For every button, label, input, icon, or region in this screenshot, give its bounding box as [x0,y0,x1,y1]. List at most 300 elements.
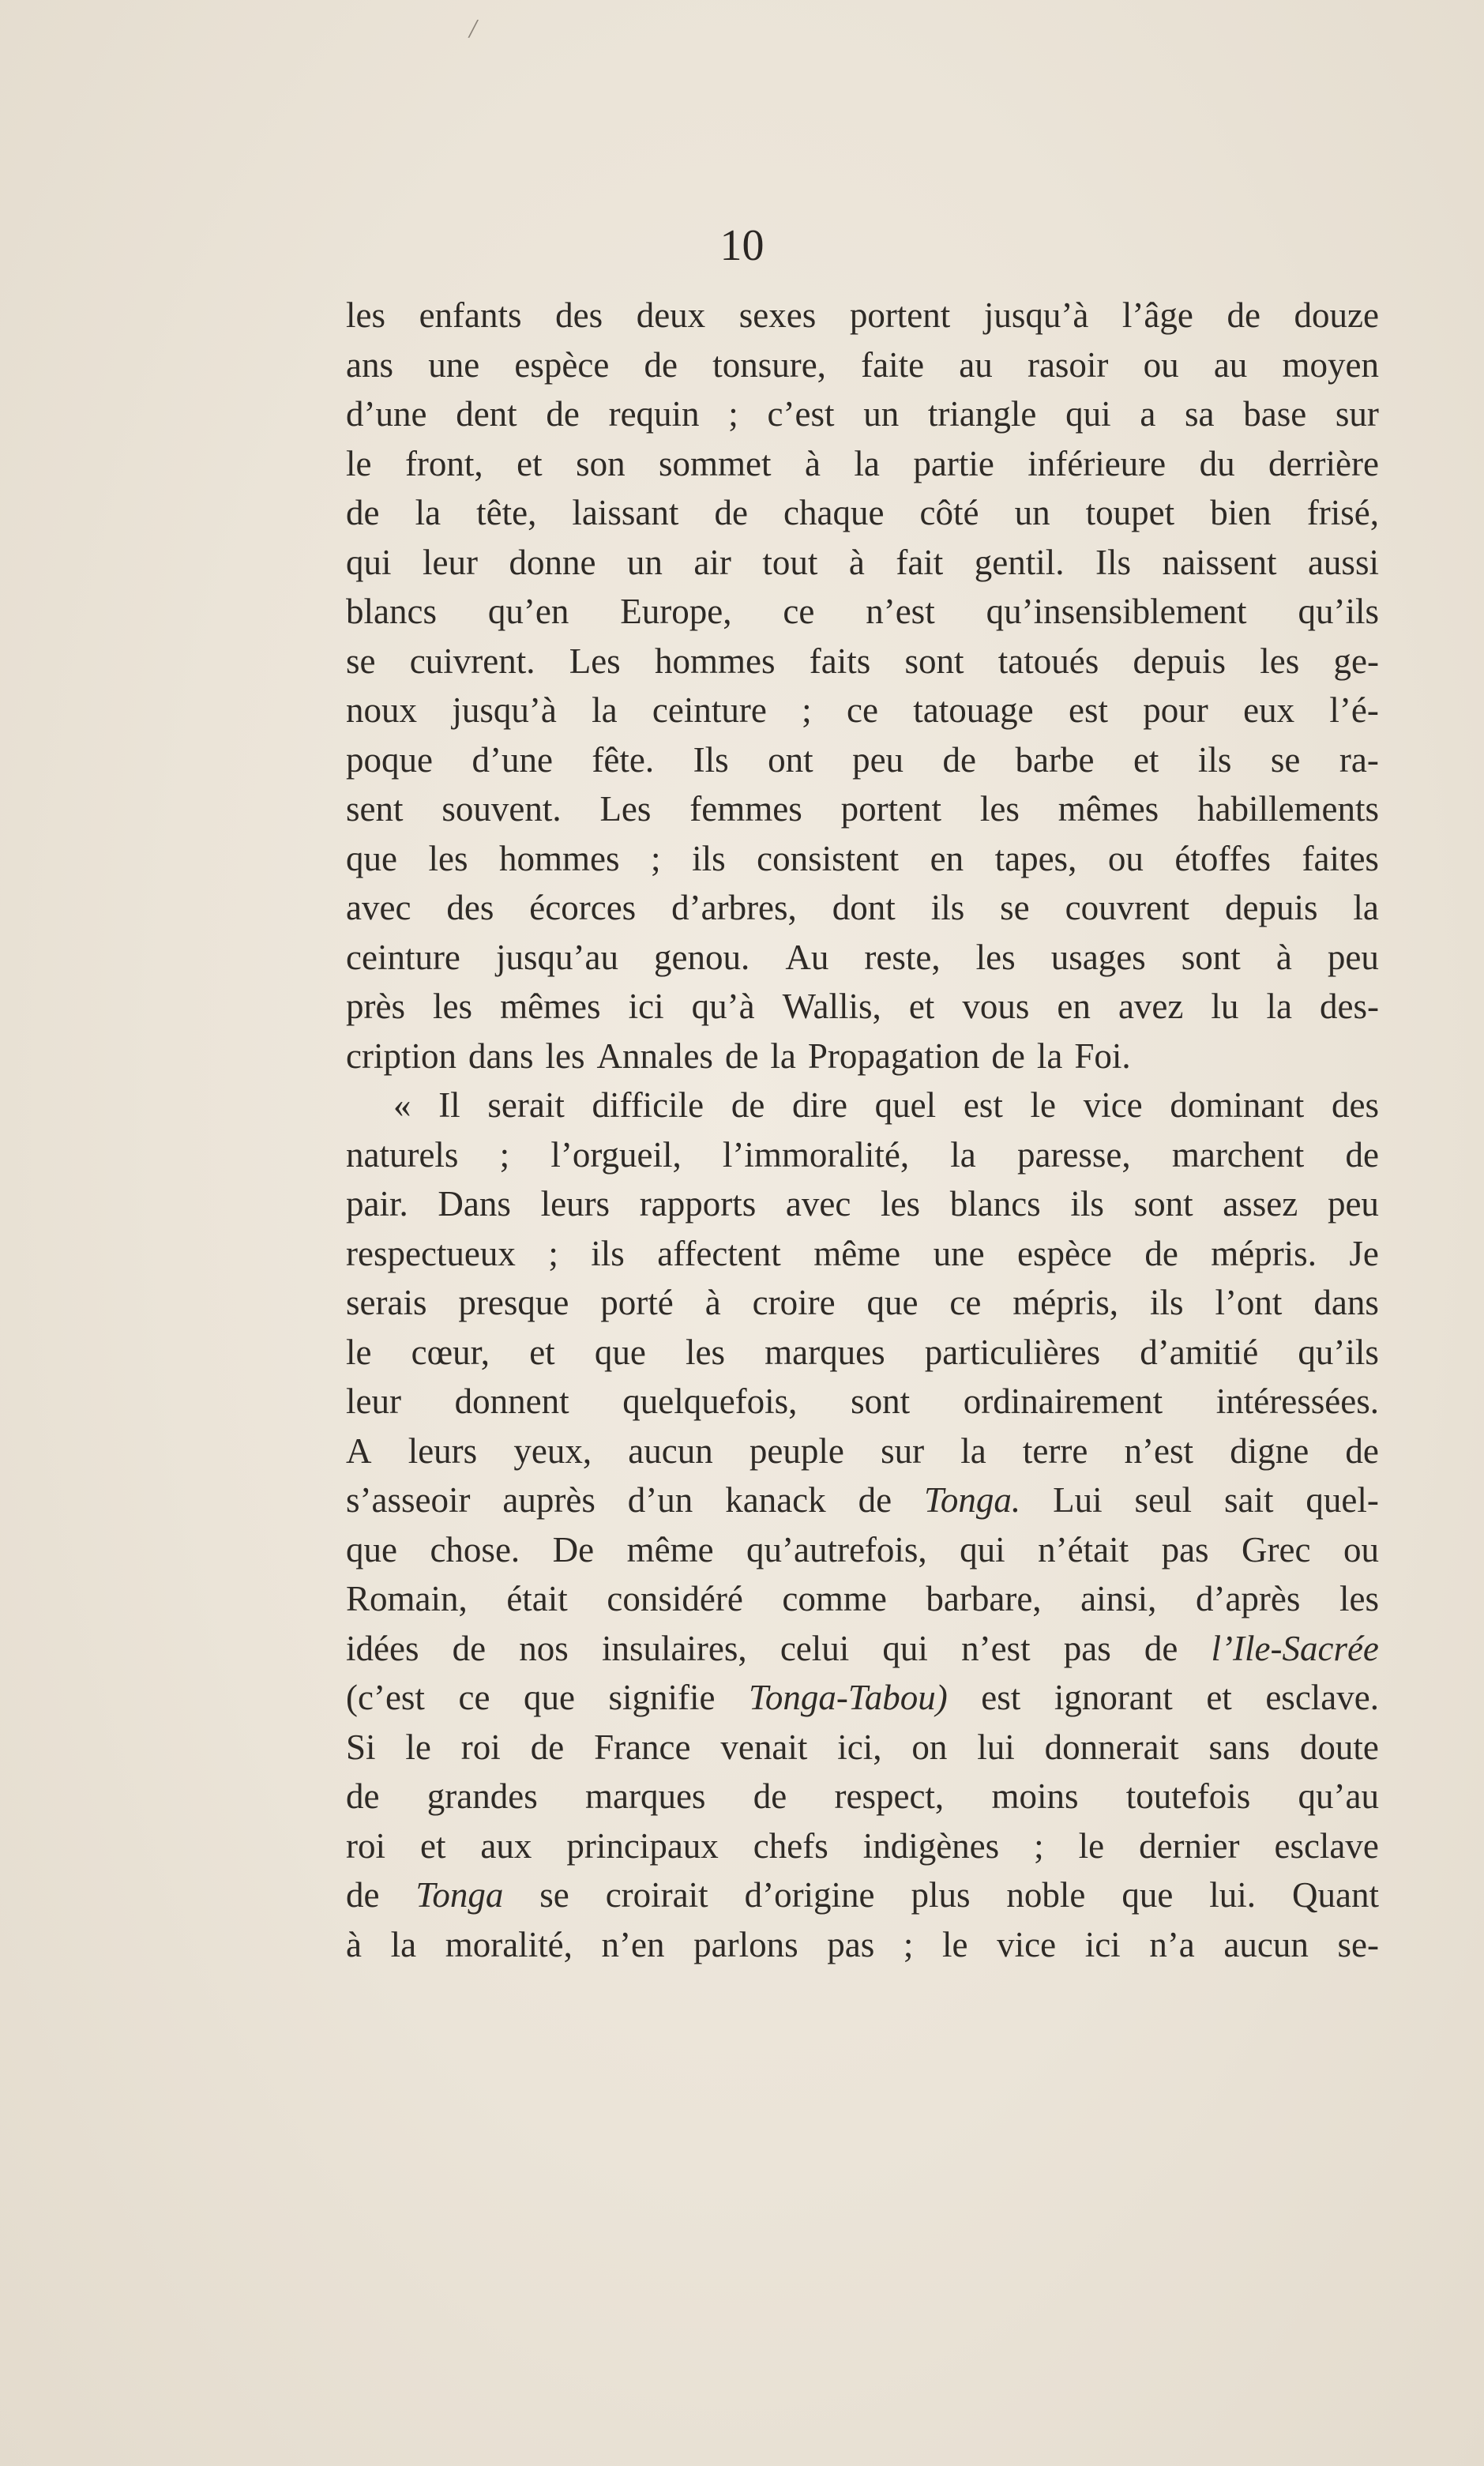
word: air [693,542,731,582]
word: tête, [476,493,537,532]
word: digne [1230,1430,1309,1471]
word: dernier [1139,1825,1240,1866]
word: terre [1022,1430,1088,1471]
word: la [415,493,441,532]
word: toutefois [1125,1776,1251,1816]
word: Si [346,1727,376,1767]
word: sa [1185,394,1215,434]
word: aucun [628,1430,713,1471]
word: de [714,493,748,532]
word: de [724,1036,759,1076]
word: marchent [1171,1134,1305,1175]
word: sont [1181,937,1241,977]
word: seul [1134,1480,1193,1520]
word: sans [1208,1727,1270,1767]
word: est [963,1085,1003,1125]
text-line [346,340,1379,390]
word: à [848,542,865,582]
word: qu’ils [1298,1332,1379,1372]
word: avec [785,1184,851,1224]
word: ici [1084,1924,1121,1964]
word: nos [519,1628,569,1668]
word: que [594,1332,646,1372]
word: sexes [738,295,817,335]
text-line [346,389,1379,439]
word: donne [509,542,596,582]
word: écorces [529,888,637,927]
word: grandes [426,1776,538,1816]
word: à [346,1924,362,1964]
word: en [1057,987,1091,1026]
text-line [346,1624,1379,1674]
word: qu’à [691,987,755,1026]
word: difficile [592,1085,704,1125]
word: marques [765,1332,885,1372]
word: celui [780,1628,850,1668]
word: de [753,1776,787,1816]
word: (c’est [346,1678,425,1717]
word: portent [840,789,942,829]
word: l’âge [1121,295,1193,335]
text-line [346,1427,1379,1476]
text-line [346,1723,1379,1772]
word: mépris, [1013,1283,1119,1322]
word: moralité, [445,1924,573,1964]
word: de [530,1727,565,1767]
word: la [960,1430,986,1471]
word: principaux [566,1825,719,1866]
word: ; [548,1233,558,1273]
word: se [539,1875,569,1915]
word: kanack [725,1480,826,1520]
word: des [1332,1085,1379,1125]
word: au [959,344,993,385]
word: souvent. [441,789,562,829]
word: qu’insensiblement [986,592,1247,631]
word: deux [636,295,706,335]
word: se [1270,739,1301,780]
word: d’après [1195,1579,1301,1618]
word: particulières [924,1332,1101,1372]
word: idées [346,1628,419,1668]
word: était [506,1579,568,1618]
word: vice [997,1924,1057,1964]
word: et [419,1825,446,1866]
word: d’une [471,739,553,780]
word: l’é- [1329,690,1379,730]
word: ; [499,1134,510,1175]
word: à [804,443,821,483]
word: cœur, [411,1332,490,1372]
word: qu’ils [1298,592,1379,631]
word: n’est [1124,1430,1194,1471]
word: de [991,1036,1025,1076]
word: avec [346,888,411,927]
word: roi [460,1727,501,1767]
word: l’orgueil, [550,1134,682,1175]
word: Tonga-Tabou) [748,1678,948,1717]
word: d’une [346,394,427,434]
word: le [942,1924,968,1964]
word: Les [599,789,652,829]
word: noble [1006,1875,1086,1915]
word: fête. [592,739,655,780]
word: de [942,739,977,780]
word: couvrent [1065,888,1190,927]
word: sent [346,789,404,829]
word: chefs [753,1825,828,1866]
word: ans [346,344,393,385]
word: poque [346,739,433,780]
word: comme [782,1579,887,1618]
word: que [1121,1875,1174,1915]
word: naturels [346,1134,459,1175]
word: mépris. [1211,1233,1317,1273]
word: en [930,838,964,878]
word: respectueux [346,1233,516,1273]
word: l’immoralité, [722,1134,910,1175]
word: et [517,443,543,483]
word: les [1339,1579,1379,1618]
word: son [576,443,626,483]
word: cuivrent. [409,641,535,681]
word: les [428,838,468,878]
word: plus [911,1875,971,1915]
word: ici [628,987,664,1026]
word: yeux, [513,1430,592,1471]
word: les [881,1184,921,1224]
word: marques [585,1776,706,1816]
text-line [346,538,1379,588]
word: laissant [572,493,679,532]
word: dans [1313,1283,1379,1322]
body-text [346,291,1379,1969]
word: signifie [608,1678,716,1717]
word: et [908,987,935,1026]
word: base [1243,394,1307,434]
word: dire [792,1085,847,1125]
word: d’origine [744,1875,875,1915]
text-line [346,1475,1379,1525]
word: Romain, [346,1579,468,1618]
word: lui [977,1727,1015,1767]
text-line [346,982,1379,1032]
word: Les [569,641,621,681]
word: le [405,1727,431,1767]
word: de [452,1628,487,1668]
word: ils [1149,1283,1184,1322]
word: presque [458,1283,569,1322]
word: faits [809,641,871,681]
word: croirait [605,1875,708,1915]
word: qui [960,1529,1005,1569]
word: dominant [1170,1085,1305,1125]
word: d’amitié [1140,1332,1259,1372]
text-line [346,1229,1379,1279]
word: triangle [927,394,1037,434]
word: moins [991,1776,1079,1816]
word: quel- [1306,1480,1379,1520]
text-line [346,1673,1379,1723]
word: habillements [1197,789,1379,829]
word: dent [456,394,517,434]
text-line [346,1081,1379,1130]
text-line [346,1920,1379,1970]
word: ils [1070,1184,1104,1224]
word: leur [346,1381,401,1421]
word: la [1266,987,1292,1026]
word: n’est [961,1628,1031,1668]
word: lui. [1209,1875,1257,1915]
word: l’Ile-Sacrée [1211,1628,1379,1668]
word: hommes [499,838,620,878]
word: qui [882,1628,928,1668]
word: France [594,1727,691,1767]
word: douze [1294,295,1379,335]
word: le [346,1332,372,1372]
text-line [346,933,1379,983]
text-line [346,1870,1379,1920]
word: la [1353,888,1379,927]
text-line [346,883,1379,933]
word: ; [651,838,661,878]
word: indigènes [862,1825,1000,1866]
word: près [346,987,405,1026]
word: les [433,987,473,1026]
word: pas [1063,1628,1111,1668]
word: même [813,1233,901,1273]
word: barbe [1015,739,1095,780]
word: auprès [502,1480,595,1520]
word: ont [768,739,813,780]
word: ou [1107,838,1144,878]
word: à [1275,937,1292,977]
word: croire [752,1283,836,1322]
word: ou [1143,344,1179,385]
word: ce [783,592,815,631]
word: doute [1299,1727,1379,1767]
word: même [626,1529,714,1569]
word: ce [949,1283,982,1322]
page-number: 10 [719,221,765,270]
word: femmes [689,789,802,829]
word: Au [785,937,829,977]
word: affectent [657,1233,781,1273]
text-line [346,1179,1379,1229]
word: est [1068,690,1108,730]
word: ge- [1333,641,1379,681]
word: ils [692,838,726,878]
word: la [770,1036,796,1076]
word: les [979,789,1020,829]
word: « [393,1085,411,1125]
word: Wallis, [782,987,881,1026]
word: qu’autrefois, [746,1529,927,1569]
word: Foi. [1074,1036,1131,1076]
word: quelquefois, [622,1381,798,1421]
word: pas [827,1924,875,1964]
word: ou [1343,1529,1379,1569]
text-line [346,1377,1379,1427]
word: peu [852,739,904,780]
word: les [975,937,1016,977]
word: des- [1320,987,1379,1026]
word: que [523,1678,575,1717]
text-line [346,587,1379,637]
word: tapes, [994,838,1077,878]
word: Propagation [807,1036,980,1076]
word: sait [1223,1480,1274,1520]
word: cription [346,1036,456,1076]
word: hommes [654,641,776,681]
word: dont [832,888,896,927]
word: roi [346,1825,385,1866]
word: une [428,344,480,385]
word: peuple [749,1430,844,1471]
word: ceinture [652,690,767,730]
word: ; [903,1924,914,1964]
word: serais [346,1283,427,1322]
word: sont [851,1381,911,1421]
word: portent [849,295,951,335]
word: depuis [1133,641,1226,681]
word: a [1140,394,1156,434]
word: on [911,1727,948,1767]
word: jusqu’à [983,295,1089,335]
word: tatoués [997,641,1099,681]
word: tatouage [913,690,1034,730]
text-line [346,784,1379,834]
word: jusqu’au [495,937,618,977]
text-line [346,1130,1379,1180]
word: et [1133,739,1159,780]
text-line [346,488,1379,538]
word: les [545,1036,585,1076]
word: leurs [540,1184,611,1224]
word: serait [487,1085,565,1125]
word: de [546,394,580,434]
word: peu [1327,937,1379,977]
text-line [346,1278,1379,1328]
word: de [1144,1628,1178,1668]
word: toupet [1085,493,1175,532]
word: le [1030,1085,1056,1125]
word: peu [1327,1184,1379,1224]
word: tonsure, [712,344,826,385]
word: se [1000,888,1030,927]
word: intéressées. [1215,1381,1379,1421]
word: donnerait [1044,1727,1179,1767]
text-line [346,686,1379,735]
word: gentil. [974,542,1065,582]
word: mêmes [1058,789,1159,829]
word: vice [1083,1085,1143,1125]
word: de [858,1480,892,1520]
text-line [346,439,1379,489]
word: sommet [659,443,772,483]
word: l’ont [1215,1283,1283,1322]
word: de [1227,295,1260,335]
text-line [346,735,1379,785]
text-line [346,637,1379,686]
word: ; [1034,1825,1044,1866]
word: insulaires, [601,1628,747,1668]
word: ils [1197,739,1232,780]
word: n’en [601,1924,665,1964]
word: au [1213,344,1248,385]
word: avez [1118,987,1184,1026]
word: des [446,888,494,927]
word: ce [846,690,878,730]
word: blancs [346,592,437,631]
word: faites [1302,838,1379,878]
word: un [626,542,663,582]
word: ils [930,888,965,927]
word: à [704,1283,721,1322]
word: Dans [438,1184,511,1224]
word: consistent [757,838,900,878]
word: Ils [1095,542,1131,582]
word: respect, [834,1776,945,1816]
word: et [1206,1678,1232,1717]
word: leurs [408,1430,478,1471]
word: la [950,1134,976,1175]
text-line [346,1821,1379,1871]
word: derrière [1268,443,1379,483]
word: lu [1211,987,1239,1026]
word: le [346,443,372,483]
word: d’arbres, [671,888,797,927]
word: Tonga. [924,1480,1021,1520]
word: sont [904,641,964,681]
word: de [346,1776,380,1816]
word: assez [1223,1184,1298,1224]
word: côté [919,493,979,532]
word: frisé, [1306,493,1379,532]
word: de [1144,1233,1178,1273]
word: ils [591,1233,625,1273]
word: la [854,443,880,483]
word: que [346,838,397,878]
word: Tonga [415,1875,504,1915]
text-line [346,291,1379,340]
word: inférieure [1028,443,1167,483]
word: que [866,1283,919,1322]
word: Il [438,1085,460,1125]
word: chaque [783,493,885,532]
word: faite [861,344,925,385]
word: blancs [949,1184,1041,1224]
word: tout [762,542,818,582]
word: de [1345,1430,1379,1471]
word: noux [346,690,417,730]
word: ra- [1339,739,1379,780]
word: depuis [1224,888,1318,927]
word: ici, [837,1727,882,1767]
word: et [529,1332,555,1372]
word: naissent [1162,542,1277,582]
word: sont [1133,1184,1193,1224]
word: n’est [866,592,935,631]
word: pas [1161,1529,1209,1569]
word: rapports [639,1184,757,1224]
word: qu’au [1298,1776,1379,1816]
word: ainsi, [1080,1579,1157,1618]
word: qui [1065,394,1111,434]
word: la [390,1924,417,1964]
word: aussi [1307,542,1379,582]
word: ce [458,1678,490,1717]
